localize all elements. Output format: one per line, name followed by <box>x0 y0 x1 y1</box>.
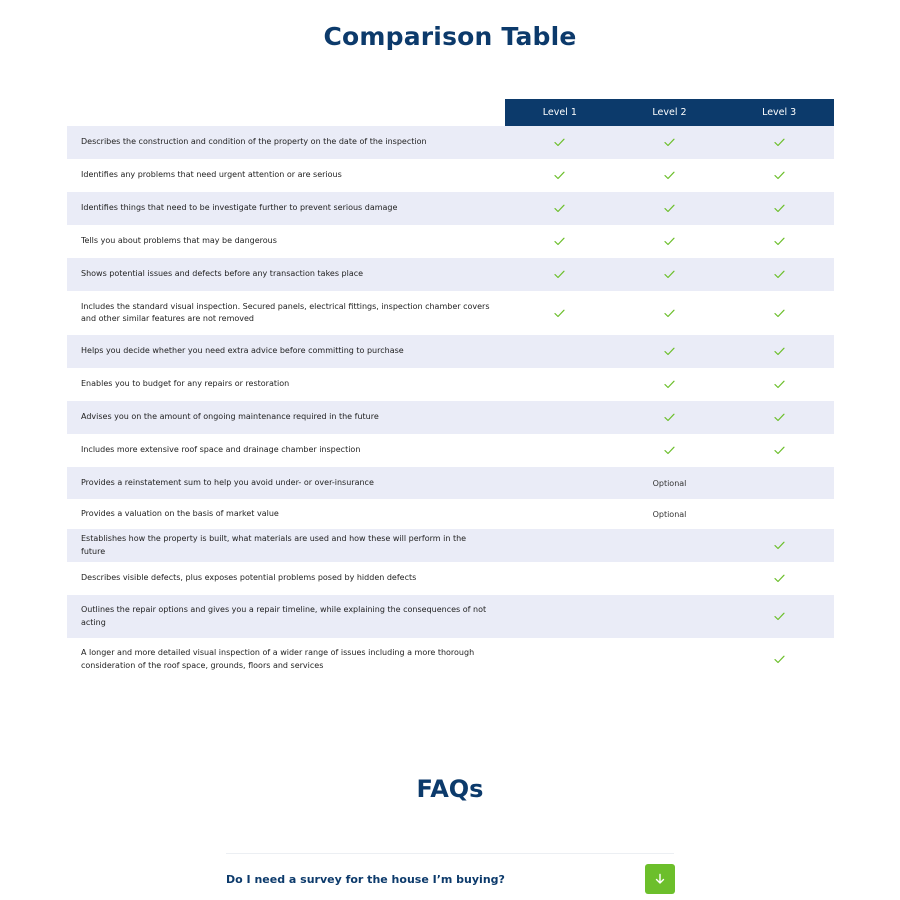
level-3-cell <box>724 446 834 455</box>
table-row <box>67 258 834 291</box>
check-icon <box>664 237 675 246</box>
feature-label: A longer and more detailed visual inspection of a wider range of issues including a more thorough consideration of the roof space, grounds, floors and services <box>81 648 475 670</box>
level-3-cell <box>724 309 834 318</box>
level-2-cell: Optional <box>652 478 687 488</box>
check-icon <box>554 309 565 318</box>
check-icon <box>774 413 785 422</box>
feature-label: Describes the construction and condition of the property on the date of the inspection <box>81 137 427 147</box>
check-icon <box>774 138 785 147</box>
table-row <box>67 192 834 225</box>
feature-label: Includes the standard visual inspection. Secured panels, electrical fittings, inspection chamber covers and other similar features are not removed <box>81 301 490 323</box>
level-2-cell <box>615 380 725 389</box>
level-2-cell <box>615 204 725 213</box>
level-1-cell <box>505 138 615 147</box>
table-body <box>67 126 834 681</box>
feature-label: Identifies any problems that need urgent attention or are serious <box>81 170 342 180</box>
level-2-cell <box>615 347 725 356</box>
check-icon <box>774 204 785 213</box>
feature-label: Tells you about problems that may be dangerous <box>81 236 277 246</box>
header-feature-spacer <box>67 99 505 126</box>
faq-item[interactable] <box>226 864 675 894</box>
check-icon <box>774 347 785 356</box>
feature-label: Advises you on the amount of ongoing maintenance required in the future <box>81 412 379 422</box>
check-icon <box>774 446 785 455</box>
level-3-cell <box>724 612 834 621</box>
level-3-cell <box>724 541 834 550</box>
level-3-cell <box>724 171 834 180</box>
check-icon <box>774 574 785 583</box>
table-row <box>67 291 834 335</box>
check-icon <box>774 655 785 664</box>
check-icon <box>774 541 785 550</box>
level-1-cell <box>505 171 615 180</box>
check-icon <box>774 237 785 246</box>
level-3-cell <box>724 270 834 279</box>
table-row <box>67 434 834 467</box>
check-icon <box>554 237 565 246</box>
feature-label: Provides a reinstatement sum to help you avoid under- or over-insurance <box>81 477 374 487</box>
level-3-cell <box>724 574 834 583</box>
check-icon <box>664 347 675 356</box>
table-row <box>67 159 834 192</box>
check-icon <box>664 380 675 389</box>
check-icon <box>774 309 785 318</box>
level-2-cell <box>615 309 725 318</box>
level-3-cell <box>724 347 834 356</box>
table-row <box>67 562 834 595</box>
level-2-cell <box>615 270 725 279</box>
level-3-cell <box>724 655 834 664</box>
feature-label: Enables you to budget for any repairs or restoration <box>81 379 290 389</box>
level-3-cell <box>724 237 834 246</box>
check-icon <box>664 446 675 455</box>
header-level-2: Level 2 <box>615 99 725 126</box>
header-level-3: Level 3 <box>724 99 834 126</box>
arrow-down-icon <box>654 873 666 885</box>
level-3-cell <box>724 204 834 213</box>
feature-label: Helps you decide whether you need extra advice before committing to purchase <box>81 346 404 356</box>
level-1-cell <box>505 270 615 279</box>
faq-title: FAQs <box>416 775 484 803</box>
level-2-cell: Optional <box>652 509 687 519</box>
table-row <box>67 225 834 258</box>
level-1-cell <box>505 237 615 246</box>
feature-label: Establishes how the property is built, what materials are used and how these will perform in the future <box>81 534 467 556</box>
check-icon <box>664 270 675 279</box>
comparison-table <box>67 99 834 681</box>
feature-label: Outlines the repair options and gives you a repair timeline, while explaining the consequences of not acting <box>81 605 487 627</box>
table-row <box>67 499 834 529</box>
feature-label: Provides a valuation on the basis of market value <box>81 508 279 518</box>
feature-label: Describes visible defects, plus exposes potential problems posed by hidden defects <box>81 573 417 583</box>
check-icon <box>554 204 565 213</box>
level-2-cell <box>615 171 725 180</box>
faq-question[interactable]: Do I need a survey for the house I’m buying? <box>226 872 505 886</box>
level-2-cell <box>615 413 725 422</box>
table-row <box>67 529 834 562</box>
check-icon <box>554 270 565 279</box>
feature-label: Shows potential issues and defects before any transaction takes place <box>81 269 364 279</box>
feature-label: Includes more extensive roof space and drainage chamber inspection <box>81 445 361 455</box>
check-icon <box>554 138 565 147</box>
table-row <box>67 401 834 434</box>
level-3-cell <box>724 138 834 147</box>
level-2-cell <box>615 446 725 455</box>
comparison-table-title: Comparison Table <box>323 22 577 51</box>
level-3-cell <box>724 413 834 422</box>
level-3-cell <box>724 380 834 389</box>
level-2-cell <box>615 138 725 147</box>
check-icon <box>774 171 785 180</box>
level-2-cell <box>615 237 725 246</box>
faq-divider <box>226 853 674 854</box>
header-level-1: Level 1 <box>505 99 615 126</box>
level-1-cell <box>505 204 615 213</box>
check-icon <box>664 171 675 180</box>
table-row <box>67 638 834 681</box>
table-header <box>67 99 834 126</box>
check-icon <box>664 138 675 147</box>
check-icon <box>664 309 675 318</box>
level-1-cell <box>505 309 615 318</box>
check-icon <box>554 171 565 180</box>
check-icon <box>774 380 785 389</box>
check-icon <box>664 413 675 422</box>
table-row <box>67 126 834 159</box>
check-icon <box>774 270 785 279</box>
feature-label: Identifies things that need to be investigate further to prevent serious damage <box>81 203 398 213</box>
table-row <box>67 467 834 499</box>
table-row <box>67 335 834 368</box>
faq-expand-button[interactable] <box>645 864 675 894</box>
table-row <box>67 368 834 401</box>
table-row <box>67 595 834 638</box>
check-icon <box>774 612 785 621</box>
check-icon <box>664 204 675 213</box>
